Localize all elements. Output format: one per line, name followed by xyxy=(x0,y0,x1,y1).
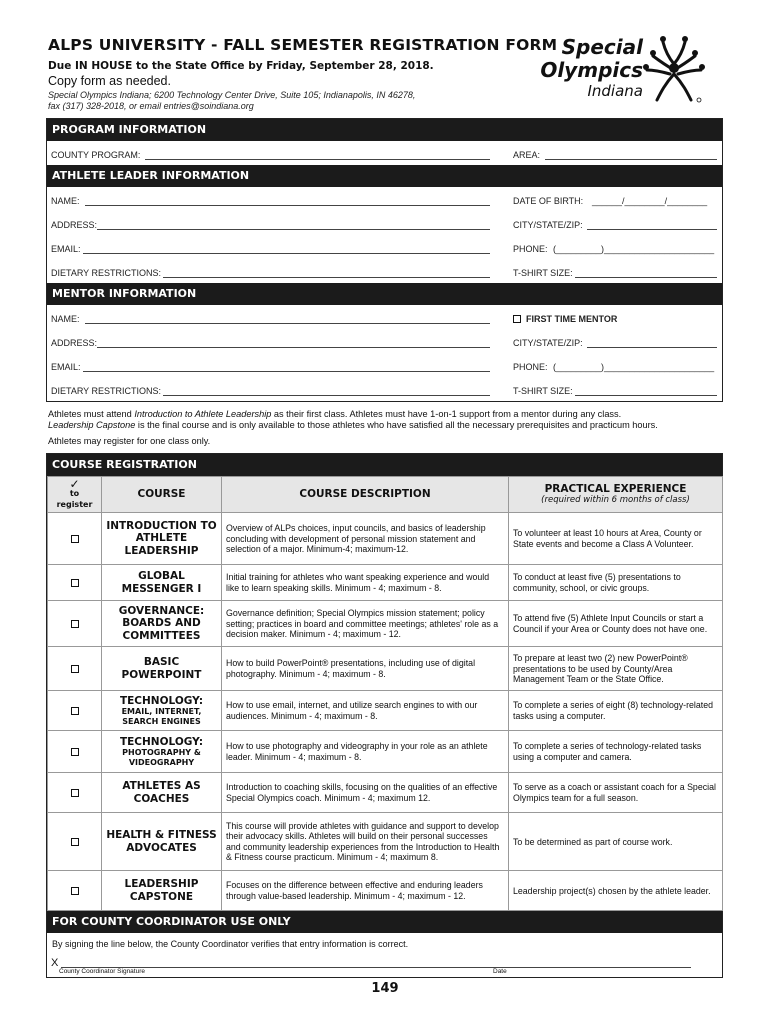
athlete-email-label: EMAIL: xyxy=(51,244,81,254)
first-time-mentor-label: FIRST TIME MENTOR xyxy=(526,314,618,324)
col-practical-label: PRACTICAL EXPERIENCE xyxy=(544,483,687,496)
course-register-cell xyxy=(48,871,102,911)
course-row xyxy=(48,731,723,773)
athlete-city-label: CITY/STATE/ZIP: xyxy=(513,220,583,230)
course-row xyxy=(48,513,723,565)
page-number: 149 xyxy=(371,981,399,996)
form-header xyxy=(48,36,558,112)
signature-line[interactable] xyxy=(61,967,691,968)
athlete-heading: ATHLETE LEADER INFORMATION xyxy=(47,165,722,187)
col-register xyxy=(48,477,102,513)
course-register-checkbox[interactable] xyxy=(71,535,79,543)
address-line-2: fax (317) 328-2018, or email entries@soindiana.org xyxy=(48,101,254,111)
mentor-name-field[interactable] xyxy=(85,323,490,324)
mentor-address-row xyxy=(47,329,722,353)
registration-heading: COURSE REGISTRATION xyxy=(47,454,722,476)
mentor-email-row xyxy=(47,353,722,377)
course-name: ATHLETES AS COACHES xyxy=(122,780,201,805)
course-description: This course will provide athletes with guidance and support to develop their advocacy skills. Athletes will build on their personal successes and community leadership experiences from the Introduction to Health & Fitness course practicum. Minimum - 4; maximum 8. xyxy=(222,813,509,871)
course-table xyxy=(47,476,723,911)
mentor-address-field[interactable] xyxy=(97,347,490,348)
dob-field[interactable]: ______/________/________ xyxy=(592,196,708,206)
course-register-cell xyxy=(48,601,102,647)
athlete-email-field[interactable] xyxy=(83,253,490,254)
program-heading: PROGRAM INFORMATION xyxy=(47,119,722,141)
athlete-address-field[interactable] xyxy=(97,229,490,230)
course-practical: To complete a series of eight (8) technology-related tasks using a computer. xyxy=(509,691,723,731)
course-description: How to build PowerPoint® presentations, including use of digital photography. Minimum - 4; maximum - 8. xyxy=(222,647,509,691)
athlete-phone-field[interactable]: (_________)______________________ xyxy=(553,244,715,254)
course-name-cell xyxy=(102,871,222,911)
logo-figures-icon xyxy=(643,36,705,104)
col-register-label: to register xyxy=(56,489,93,509)
signature-row xyxy=(47,955,722,977)
course-row xyxy=(48,601,723,647)
col-course: COURSE xyxy=(102,477,222,513)
col-practical xyxy=(509,477,723,513)
area-field[interactable] xyxy=(545,159,717,160)
course-name: BASIC POWERPOINT xyxy=(121,656,202,681)
mentor-name-row xyxy=(47,305,722,329)
course-register-checkbox[interactable] xyxy=(71,748,79,756)
course-description: Focuses on the difference between effective and enduring leaders through value-based leadership. Minimum - 4; maximum - 12. xyxy=(222,871,509,911)
athlete-address-row xyxy=(47,211,722,235)
course-name: HEALTH & FITNESS ADVOCATES xyxy=(106,829,217,854)
course-row xyxy=(48,871,723,911)
course-practical: To serve as a coach or assistant coach for a Special Olympics team for a full season. xyxy=(509,773,723,813)
form-title: ALPS UNIVERSITY - FALL SEMESTER REGISTRATION FORM xyxy=(48,36,558,54)
course-description: How to use photography and videography in your role as an athlete leader. Minimum - 4; maximum - 8. xyxy=(222,731,509,773)
mentor-phone-label: PHONE: xyxy=(513,362,548,372)
course-name-cell xyxy=(102,691,222,731)
course-name-cell xyxy=(102,773,222,813)
course-register-cell xyxy=(48,813,102,871)
mentor-city-field[interactable] xyxy=(587,347,717,348)
mentor-diet-row xyxy=(47,377,722,401)
athlete-address-label: ADDRESS: xyxy=(51,220,98,230)
course-subtitle: EMAIL, INTERNET, SEARCH ENGINES xyxy=(121,707,202,726)
course-description: Introduction to coaching skills, focusing on the qualities of an effective Special Olympics coach. Minimum - 4; maximum 12. xyxy=(222,773,509,813)
course-row xyxy=(48,691,723,731)
mentor-heading: MENTOR INFORMATION xyxy=(47,283,722,305)
mentor-name-label: NAME: xyxy=(51,314,80,324)
course-practical: To be determined as part of course work. xyxy=(509,813,723,871)
first-time-mentor-option[interactable] xyxy=(513,314,617,324)
mentor-address-label: ADDRESS: xyxy=(51,338,98,348)
dob-label: DATE OF BIRTH: xyxy=(513,196,584,206)
course-register-cell xyxy=(48,773,102,813)
course-description: Initial training for athletes who want speaking experience and would like to learn speaking skills. Minimum - 4; maximum - 8. xyxy=(222,565,509,601)
course-name-cell xyxy=(102,513,222,565)
course-practical: To complete a series of technology-related tasks using a computer and camera. xyxy=(509,731,723,773)
checkmark-icon: ✓ xyxy=(69,477,80,491)
note-text-1c: as their first class. Athletes must have 1-on-1 support from a mentor during any class. xyxy=(271,409,622,419)
course-description: Overview of ALPs choices, input councils, and basics of leadership concluding with development of personal mission statement and selection of a major. Minimum-4; maximum-12. xyxy=(222,513,509,565)
course-name-cell xyxy=(102,731,222,773)
course-register-checkbox[interactable] xyxy=(71,665,79,673)
logo-special: Special xyxy=(561,35,643,59)
mentor-email-field[interactable] xyxy=(83,371,490,372)
mentor-email-label: EMAIL: xyxy=(51,362,81,372)
course-register-checkbox[interactable] xyxy=(71,838,79,846)
course-row xyxy=(48,565,723,601)
signature-x-mark: X xyxy=(51,957,59,970)
course-register-checkbox[interactable] xyxy=(71,620,79,628)
course-register-checkbox[interactable] xyxy=(71,887,79,895)
note-course-intro: Introduction to Athlete Leadership xyxy=(134,409,272,419)
area-label: AREA: xyxy=(513,150,541,160)
one-class-note: Athletes may register for one class only. xyxy=(48,436,211,446)
course-register-cell xyxy=(48,731,102,773)
athlete-name-field[interactable] xyxy=(85,205,490,206)
county-label: COUNTY PROGRAM: xyxy=(51,150,141,160)
course-name: TECHNOLOGY: xyxy=(119,694,204,707)
course-name-cell xyxy=(102,647,222,691)
course-register-cell xyxy=(48,565,102,601)
course-name-cell xyxy=(102,601,222,647)
course-registration-section xyxy=(46,453,723,978)
mentor-phone-field[interactable]: (_________)______________________ xyxy=(553,362,715,372)
mentor-tshirt-label: T-SHIRT SIZE: xyxy=(513,386,573,396)
first-time-mentor-checkbox[interactable] xyxy=(513,315,521,323)
course-register-cell xyxy=(48,691,102,731)
athlete-name-row xyxy=(47,187,722,211)
date-label: Date xyxy=(493,968,507,976)
course-register-checkbox[interactable] xyxy=(71,707,79,715)
athlete-diet-row xyxy=(47,259,722,283)
athlete-diet-field[interactable] xyxy=(163,277,490,278)
athlete-tshirt-label: T-SHIRT SIZE: xyxy=(513,268,573,278)
course-description: How to use email, internet, and utilize search engines to with our audiences. Minimum - 4; maximum - 8. xyxy=(222,691,509,731)
course-subtitle: PHOTOGRAPHY & VIDEOGRAPHY xyxy=(122,748,201,767)
course-practical: To conduct at least five (5) presentations to community, school, or civic groups. xyxy=(509,565,723,601)
note-text-2b: is the final course and is only available to those athletes who have satisfied all the necessary prerequisites and practicum hours. xyxy=(135,420,658,430)
course-name: LEADERSHIP CAPSTONE xyxy=(124,878,199,903)
athlete-city-field[interactable] xyxy=(587,229,717,230)
course-name-cell xyxy=(102,813,222,871)
note-text-1a: Athletes must attend xyxy=(48,409,135,419)
county-field[interactable] xyxy=(145,159,490,160)
athlete-diet-label: DIETARY RESTRICTIONS: xyxy=(51,268,162,278)
mentor-diet-label: DIETARY RESTRICTIONS: xyxy=(51,386,162,396)
mentor-city-label: CITY/STATE/ZIP: xyxy=(513,338,583,348)
logo-olympics: Olympics xyxy=(540,58,643,82)
logo-indiana: Indiana xyxy=(587,82,643,100)
signature-label: County Coordinator Signature xyxy=(59,968,145,976)
col-practical-sub: (required within 6 months of class) xyxy=(541,494,690,505)
course-name: INTRODUCTION TO ATHLETE LEADERSHIP xyxy=(106,519,217,557)
course-practical: To attend five (5) Athlete Input Councils or start a Council if your Area or County does not have one. xyxy=(509,601,723,647)
mentor-tshirt-field[interactable] xyxy=(575,395,717,396)
course-row xyxy=(48,813,723,871)
course-register-checkbox[interactable] xyxy=(71,789,79,797)
course-practical: To volunteer at least 10 hours at Area, County or State events and become a Class A Volunteer. xyxy=(509,513,723,565)
course-name: TECHNOLOGY: xyxy=(119,735,204,748)
county-row xyxy=(47,141,722,165)
athlete-name-label: NAME: xyxy=(51,196,80,206)
course-register-cell xyxy=(48,647,102,691)
course-name: GLOBAL MESSENGER I xyxy=(121,570,202,595)
address-line-1: Special Olympics Indiana; 6200 Technology Center Drive, Suite 105; Indianapolis, IN 46278, xyxy=(48,90,416,100)
due-date-note: Due IN HOUSE to the State Office by Friday, September 28, 2018. xyxy=(48,60,434,72)
col-description: COURSE DESCRIPTION xyxy=(222,477,509,513)
course-name: GOVERNANCE: BOARDS AND COMMITTEES xyxy=(118,604,205,642)
course-register-checkbox[interactable] xyxy=(71,579,79,587)
course-register-cell xyxy=(48,513,102,565)
mentor-diet-field[interactable] xyxy=(163,395,490,396)
course-description: Governance definition; Special Olympics mission statement; policy setting; practices in board and committee meetings; athletes' role as a decision maker. Minimum - 4; maximum - 12. xyxy=(222,601,509,647)
copy-note: Copy form as needed. xyxy=(48,74,171,88)
special-olympics-logo xyxy=(540,36,735,108)
course-practical: To prepare at least two (2) new PowerPoint® presentations to be used by County/Area Management Team or the State Office. xyxy=(509,647,723,691)
attendance-note xyxy=(48,409,728,431)
athlete-phone-label: PHONE: xyxy=(513,244,548,254)
coordinator-heading: FOR COUNTY COORDINATOR USE ONLY xyxy=(47,911,722,933)
note-course-capstone: Leadership Capstone xyxy=(48,420,136,430)
course-row xyxy=(48,647,723,691)
course-name-cell xyxy=(102,565,222,601)
course-practical: Leadership project(s) chosen by the athlete leader. xyxy=(509,871,723,911)
athlete-tshirt-field[interactable] xyxy=(575,277,717,278)
coordinator-text: By signing the line below, the County Coordinator verifies that entry information is correct. xyxy=(52,939,409,950)
info-section xyxy=(46,118,723,402)
athlete-email-row xyxy=(47,235,722,259)
course-row xyxy=(48,773,723,813)
